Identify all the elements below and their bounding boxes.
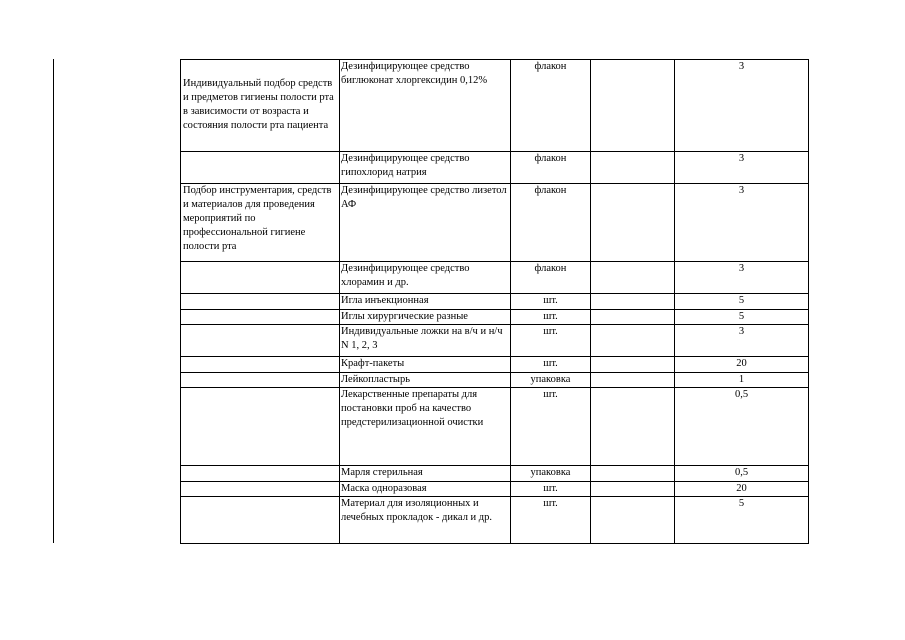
table-row — [181, 357, 809, 373]
unit-cell: шт. — [511, 388, 591, 466]
extra-cell — [591, 373, 675, 388]
action-cell — [181, 357, 340, 373]
item-cell: Крафт-пакеты — [340, 357, 511, 373]
item-cell: Марля стерильная — [340, 466, 511, 482]
quantity-cell: 20 — [675, 357, 809, 373]
unit-cell: шт. — [511, 310, 591, 325]
extra-cell — [591, 310, 675, 325]
quantity-cell: 0,5 — [675, 466, 809, 482]
unit-cell: шт. — [511, 325, 591, 357]
table-row — [181, 184, 809, 262]
action-cell — [181, 466, 340, 482]
unit-cell: шт. — [511, 497, 591, 544]
action-cell — [181, 262, 340, 294]
table-row — [181, 310, 809, 325]
extra-cell — [591, 262, 675, 294]
quantity-cell: 20 — [675, 482, 809, 497]
table-row — [181, 482, 809, 497]
item-cell: Лейкопластырь — [340, 373, 511, 388]
equipment-table — [180, 59, 809, 544]
quantity-cell: 5 — [675, 294, 809, 310]
item-cell: Игла инъекционная — [340, 294, 511, 310]
action-cell — [181, 294, 340, 310]
unit-cell: флакон — [511, 262, 591, 294]
extra-cell — [591, 294, 675, 310]
item-cell: Дезинфицирующее средство лизетол АФ — [340, 184, 511, 262]
item-cell: Индивидуальные ложки на в/ч и н/ч N 1, 2, 3 — [340, 325, 511, 357]
table-row — [181, 466, 809, 482]
extra-cell — [591, 388, 675, 466]
table-row — [181, 294, 809, 310]
action-cell — [181, 497, 340, 544]
item-cell: Лекарственные препараты для постановки проб на качество предстерилизационной очистки — [340, 388, 511, 466]
quantity-cell: 3 — [675, 325, 809, 357]
table-row — [181, 152, 809, 184]
unit-cell: упаковка — [511, 466, 591, 482]
unit-cell: флакон — [511, 60, 591, 152]
action-cell — [181, 373, 340, 388]
table-row — [181, 60, 809, 152]
action-cell — [181, 388, 340, 466]
unit-cell: упаковка — [511, 373, 591, 388]
action-cell — [181, 310, 340, 325]
quantity-cell: 1 — [675, 373, 809, 388]
quantity-cell: 5 — [675, 310, 809, 325]
extra-cell — [591, 482, 675, 497]
extra-cell — [591, 325, 675, 357]
quantity-cell: 3 — [675, 60, 809, 152]
item-cell: Материал для изоляционных и лечебных прокладок - дикал и др. — [340, 497, 511, 544]
table-row — [181, 262, 809, 294]
extra-cell — [591, 152, 675, 184]
unit-cell: флакон — [511, 152, 591, 184]
extra-cell — [591, 357, 675, 373]
unit-cell: шт. — [511, 357, 591, 373]
item-cell: Маска одноразовая — [340, 482, 511, 497]
quantity-cell: 0,5 — [675, 388, 809, 466]
left-margin-line — [53, 59, 54, 543]
item-cell: Дезинфицирующее средство биглюконат хлоргексидин 0,12% — [340, 60, 511, 152]
extra-cell — [591, 60, 675, 152]
quantity-cell: 3 — [675, 152, 809, 184]
action-cell: Индивидуальный подбор средств и предметов гигиены полости рта в зависимости от возраста и состояния полости рта пациента — [181, 60, 340, 152]
table-row — [181, 325, 809, 357]
item-cell: Иглы хирургические разные — [340, 310, 511, 325]
action-cell: Подбор инструментария, средств и материалов для проведения мероприятий по профессиональной гигиене полости рта — [181, 184, 340, 262]
quantity-cell: 3 — [675, 184, 809, 262]
action-cell — [181, 152, 340, 184]
quantity-cell: 5 — [675, 497, 809, 544]
quantity-cell: 3 — [675, 262, 809, 294]
extra-cell — [591, 184, 675, 262]
table-row — [181, 373, 809, 388]
item-cell: Дезинфицирующее средство гипохлорид натрия — [340, 152, 511, 184]
extra-cell — [591, 466, 675, 482]
extra-cell — [591, 497, 675, 544]
item-cell: Дезинфицирующее средство хлорамин и др. — [340, 262, 511, 294]
action-cell — [181, 482, 340, 497]
unit-cell: шт. — [511, 294, 591, 310]
table-row — [181, 388, 809, 466]
table-row — [181, 497, 809, 544]
unit-cell: флакон — [511, 184, 591, 262]
unit-cell: шт. — [511, 482, 591, 497]
action-cell — [181, 325, 340, 357]
